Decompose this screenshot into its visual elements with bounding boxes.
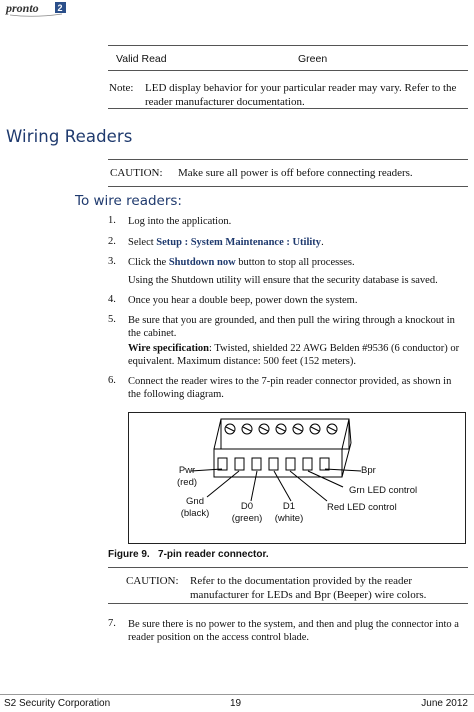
screw-heads bbox=[225, 424, 337, 434]
step-number: 1. bbox=[108, 215, 116, 226]
caution2-label: CAUTION: bbox=[126, 575, 179, 587]
table-bottom-rule bbox=[108, 70, 468, 71]
footer-rule bbox=[0, 694, 474, 695]
step-text: Be sure there is no power to the system, and then and plug the connector into a reader position on the access control blade. bbox=[128, 619, 459, 643]
step-number: 2. bbox=[108, 236, 116, 247]
table-cell-state: Valid Read bbox=[116, 53, 167, 65]
label-bpr: Bpr bbox=[361, 465, 376, 476]
step-text: Click the Shutdown now button to stop all processes. bbox=[128, 257, 355, 268]
subsection-title: To wire readers: bbox=[75, 193, 182, 209]
step-number: 7. bbox=[108, 618, 116, 629]
footer-page-number: 19 bbox=[230, 698, 242, 709]
step-text: Select Setup : System Maintenance : Utility. bbox=[128, 237, 324, 248]
step-number: 4. bbox=[108, 294, 116, 305]
note-label: Note: bbox=[109, 82, 134, 94]
pronto-logo-graphic bbox=[4, 0, 76, 18]
step-text: Once you hear a double beep, power down the system. bbox=[128, 295, 358, 306]
caution2-text: Refer to the documentation provided by the reader manufacturer for LEDs and Bpr (Beeper) wire colors. bbox=[190, 575, 427, 601]
caution-top-rule bbox=[108, 159, 468, 160]
label-grn-led: Grn LED control bbox=[349, 485, 418, 496]
figure-caption: Figure 9. 7-pin reader connector. bbox=[108, 549, 269, 560]
wire-spec: Wire specification: Twisted, shielded 22 AWG Belden #9536 (6 conductor) or equivalent. Maximum distance: 500 feet (152 meters). bbox=[128, 343, 460, 367]
section-title: Wiring Readers bbox=[6, 127, 133, 146]
label-d1: D1 (white) bbox=[274, 501, 304, 524]
note-rule bbox=[108, 108, 468, 109]
connector-diagram bbox=[128, 412, 466, 544]
label-gnd: Gnd (black) bbox=[180, 496, 210, 519]
step-text: Log into the application. bbox=[128, 216, 232, 227]
step-number: 6. bbox=[108, 375, 116, 386]
caution-label: CAUTION: bbox=[110, 167, 163, 179]
step-number: 5. bbox=[108, 314, 116, 325]
pronto-logo bbox=[4, 0, 76, 18]
caution2-bottom-rule bbox=[108, 603, 468, 604]
step-text: Be sure that you are grounded, and then pull the wiring through a knockout in the cabinet. bbox=[128, 315, 455, 339]
note-text: LED display behavior for your particular reader may vary. Refer to the reader manufacturer documentation. bbox=[145, 82, 457, 108]
svg-text:pronto: pronto bbox=[6, 1, 39, 15]
table-cell-color: Green bbox=[298, 53, 328, 65]
step-number: 3. bbox=[108, 256, 116, 267]
caution-bottom-rule bbox=[108, 186, 468, 187]
caution-text: Make sure all power is off before connecting readers. bbox=[178, 167, 413, 179]
footer-company: S2 Security Corporation bbox=[4, 698, 111, 709]
label-red-led: Red LED control bbox=[327, 502, 397, 513]
wire-holes bbox=[218, 458, 329, 470]
shutdown-now-ref: Shutdown now bbox=[168, 257, 236, 268]
menu-path: Setup : System Maintenance : Utility bbox=[156, 237, 322, 248]
label-d0: D0 (green) bbox=[231, 501, 263, 524]
step-text: Connect the reader wires to the 7-pin reader connector provided, as shown in the following diagram. bbox=[128, 376, 452, 400]
footer-date: June 2012 bbox=[421, 698, 468, 709]
label-pwr: Pwr (red) bbox=[176, 465, 198, 488]
step-subtext: Using the Shutdown utility will ensure that the security database is saved. bbox=[128, 275, 438, 286]
caution2-top-rule bbox=[108, 567, 468, 568]
table-top-rule bbox=[108, 45, 468, 46]
svg-text:2: 2 bbox=[57, 3, 63, 13]
